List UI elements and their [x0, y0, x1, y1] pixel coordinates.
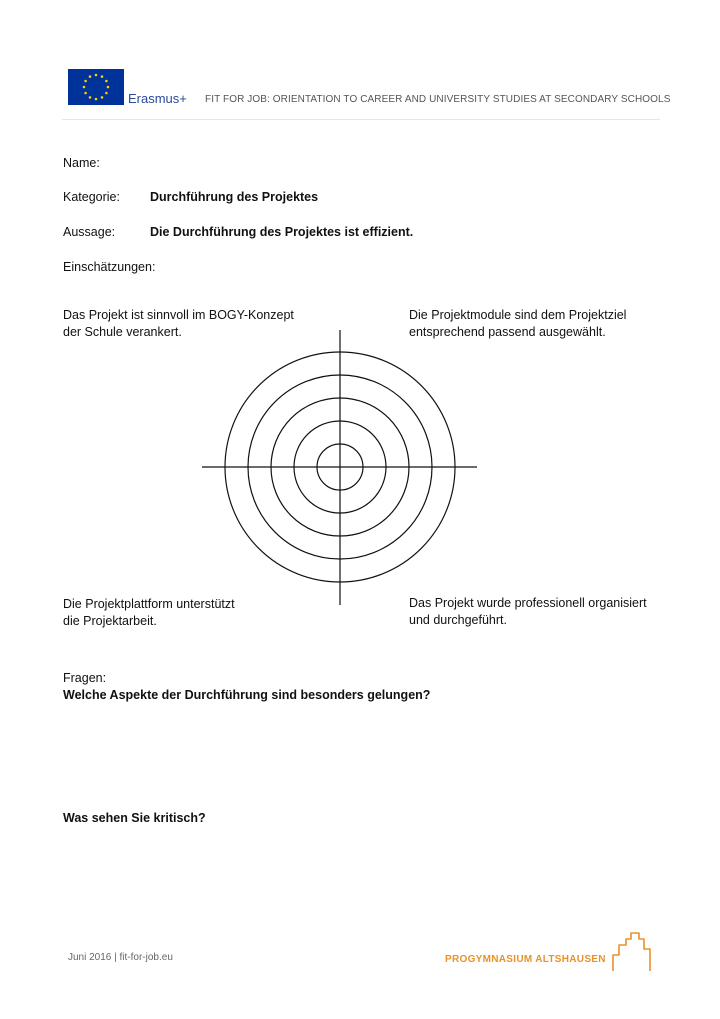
statement-value: Die Durchführung des Projektes ist effizient. — [150, 225, 414, 239]
header-tagline: FIT FOR JOB: ORIENTATION TO CAREER AND UNIVERSITY STUDIES AT SECONDARY SCHOOLS — [205, 94, 671, 105]
category-label: Kategorie: — [63, 190, 120, 204]
questions-label: Fragen: — [63, 671, 107, 685]
quadrant-bottom-right-line-2: und durchgeführt. — [409, 613, 507, 627]
assessments-label: Einschätzungen: — [63, 260, 156, 274]
footer-date-url: Juni 2016 | fit-for-job.eu — [68, 952, 173, 963]
castle-icon — [610, 931, 654, 973]
quadrant-top-left-line-2: der Schule verankert. — [63, 325, 182, 339]
quadrant-bottom-left-line-1: Die Projektplattform unterstützt — [63, 597, 235, 611]
question-2: Was sehen Sie kritisch? — [63, 811, 206, 825]
quadrant-top-right-line-2: entsprechend passend ausgewählt. — [409, 325, 606, 339]
quadrant-top-left-line-1: Das Projekt ist sinnvoll im BOGY-Konzept — [63, 308, 294, 322]
category-value: Durchführung des Projektes — [150, 190, 319, 204]
quadrant-top-right-line-1: Die Projektmodule sind dem Projektziel — [409, 308, 627, 322]
erasmus-label: Erasmus+ — [128, 91, 187, 106]
quadrant-bottom-left-line-2: die Projektarbeit. — [63, 614, 157, 628]
quadrant-bottom-right-line-1: Das Projekt wurde professionell organisiert — [409, 596, 647, 610]
statement-label: Aussage: — [63, 225, 116, 239]
name-label: Name: — [63, 156, 100, 170]
school-name: PROGYMNASIUM ALTSHAUSEN — [445, 954, 606, 965]
header-divider — [62, 119, 660, 120]
target-diagram — [200, 328, 480, 608]
question-1: Welche Aspekte der Durchführung sind besonders gelungen? — [63, 688, 431, 702]
eu-flag-icon — [68, 69, 124, 105]
